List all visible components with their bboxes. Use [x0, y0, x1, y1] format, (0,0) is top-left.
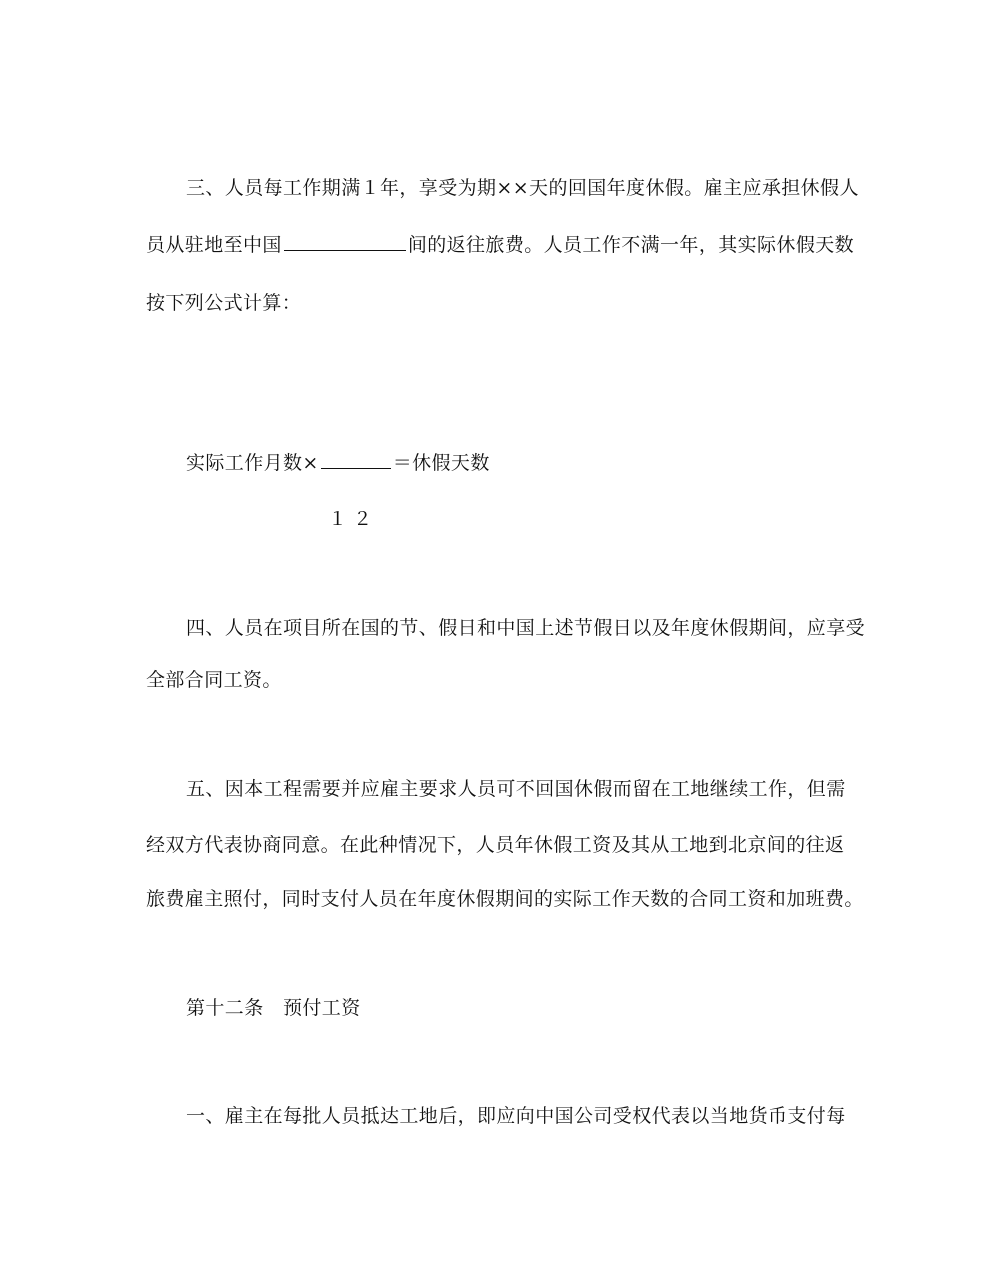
article12-heading: 第十二条 预付工资: [186, 997, 361, 1019]
formula-fraction-bar: [321, 450, 391, 469]
section5-line2: 经双方代表协商同意。在此种情况下，人员年休假工资及其从工地到北京间的往返: [146, 834, 845, 856]
section5-line1: 五、因本工程需要并应雇主要求人员可不回国休假而留在工地继续工作，但需: [186, 778, 846, 800]
formula-left: 实际工作月数×: [186, 452, 319, 474]
section-a-line1: 一、雇主在每批人员抵达工地后，即应向中国公司受权代表以当地货币支付每: [186, 1105, 846, 1127]
section3-line3: 按下列公式计算：: [146, 292, 302, 314]
section3-line2: [146, 231, 854, 259]
section3-line2-before: 员从驻地至中国: [146, 234, 282, 256]
section3-line2-after: 间的返往旅费。人员工作不满一年，其实际休假天数: [407, 234, 855, 256]
section3-line1: 三、人员每工作期满１年，享受为期××天的回国年度休假。雇主应承担休假人: [186, 177, 859, 199]
formula-denominator: １２: [328, 508, 379, 530]
section4-line1: 四、人员在项目所在国的节、假日和中国上述节假日以及年度休假期间，应享受: [186, 617, 866, 639]
section4-line2: 全部合同工资。: [146, 669, 282, 691]
formula-line: [186, 449, 490, 477]
formula-right: ＝休假天数: [392, 452, 490, 474]
section5-line3: 旅费雇主照付，同时支付人员在年度休假期间的实际工作天数的合同工资和加班费。: [146, 888, 864, 910]
blank-underline: [284, 232, 406, 251]
